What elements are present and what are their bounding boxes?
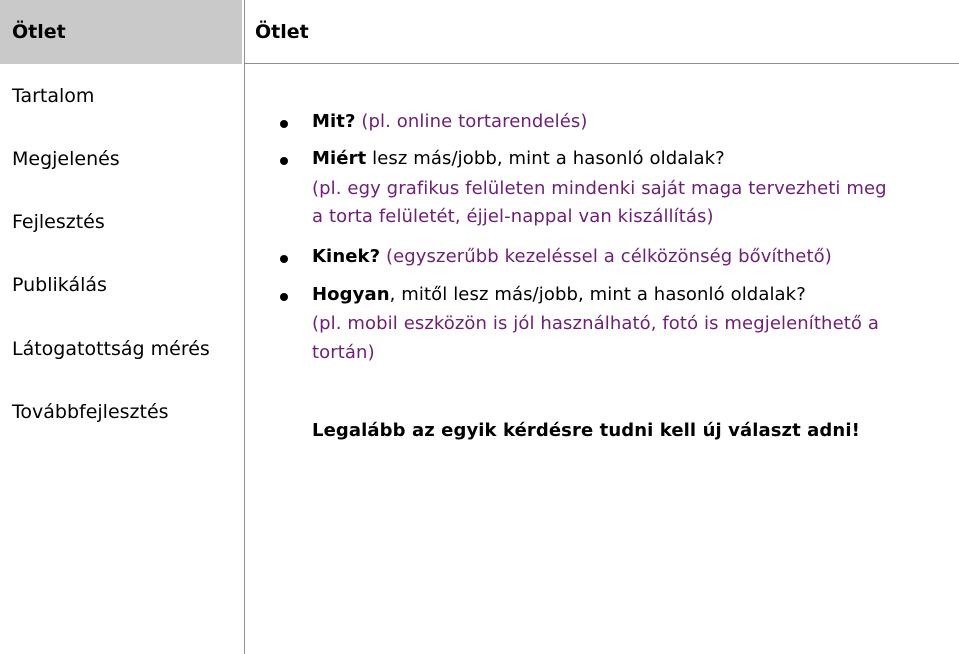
bullet-kinek-question: Kinek?: [312, 246, 381, 267]
bullet-icon: [280, 157, 288, 165]
sidebar-item-tartalom[interactable]: Tartalom: [12, 85, 95, 107]
sidebar: [0, 0, 245, 654]
sidebar-item-latogatottsag-meres[interactable]: Látogatottság mérés: [12, 338, 210, 360]
bullet-miert-example-line2: a torta felületét, éjjel-nappal van kiszállítás): [312, 206, 714, 227]
bullet-mit: [312, 111, 588, 132]
bullet-miert: [312, 148, 725, 169]
bullet-kinek-example: (egyszerűbb kezeléssel a célközönség bővíthető): [380, 246, 832, 267]
bullet-miert-text: lesz más/jobb, mint a hasonló oldalak?: [366, 148, 725, 169]
bullet-icon: [280, 255, 288, 263]
bullet-kinek: [312, 246, 832, 267]
bullet-hogyan-text: , mitől lesz más/jobb, mint a hasonló oldalak?: [389, 284, 806, 305]
bullet-hogyan-question: Hogyan: [312, 284, 390, 305]
bullet-miert-question: Miért: [312, 148, 367, 169]
page-title: Ötlet: [245, 0, 959, 64]
bullet-mit-question: Mit?: [312, 111, 356, 132]
sidebar-header[interactable]: Ötlet: [0, 0, 244, 64]
bullet-hogyan-example-line2: tortán): [312, 342, 375, 363]
sidebar-item-tovabbfejlesztes[interactable]: Továbbfejlesztés: [12, 401, 169, 423]
sidebar-item-megjelenes[interactable]: Megjelenés: [12, 148, 120, 170]
bullet-hogyan-example-line1: (pl. mobil eszközön is jól használható, fotó is megjeleníthető a: [312, 313, 879, 334]
bullet-mit-example: (pl. online tortarendelés): [355, 111, 588, 132]
bullet-miert-example-line1: (pl. egy grafikus felületen mindenki saját maga tervezheti meg: [312, 178, 887, 199]
bullet-icon: [280, 120, 288, 128]
bullet-hogyan: [312, 284, 806, 305]
sidebar-item-fejlesztes[interactable]: Fejlesztés: [12, 211, 105, 233]
bullet-icon: [280, 293, 288, 301]
conclusion-text: Legalább az egyik kérdésre tudni kell új választ adni!: [312, 420, 860, 441]
sidebar-item-publikalas[interactable]: Publikálás: [12, 274, 107, 296]
